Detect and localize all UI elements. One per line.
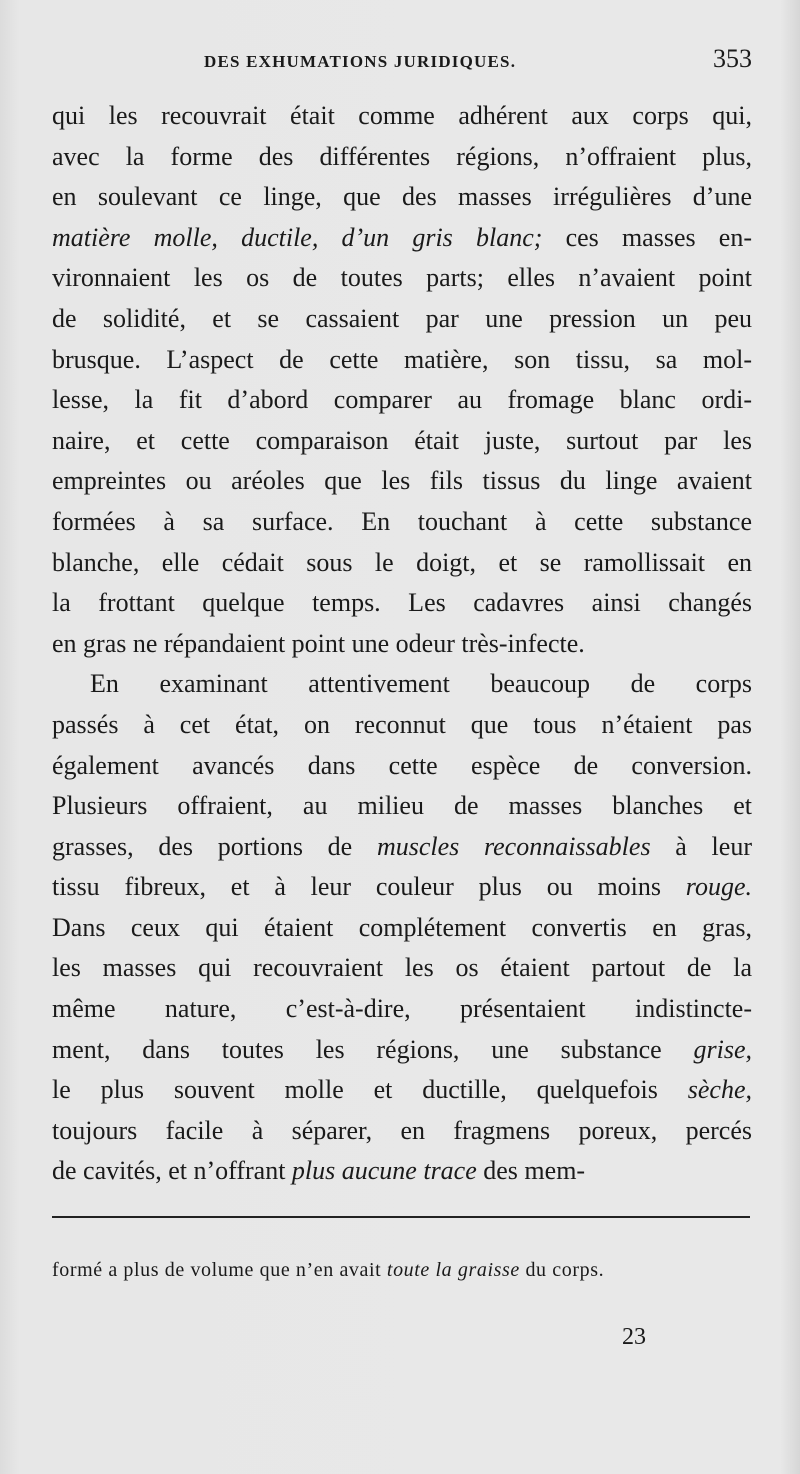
text-segment: formées à sa surface. En touchant à cette substance: [52, 506, 752, 536]
text-segment: de cavités, et n’offrant: [52, 1156, 292, 1186]
footnote-italic: toute la graisse: [386, 1259, 520, 1281]
text-line: [52, 421, 752, 462]
text-segment: empreintes ou aréoles que les fils tissus du linge avaient: [52, 466, 752, 496]
text-segment: Plusieurs offraient, au milieu de masses blanches et: [52, 791, 752, 821]
text-line: [52, 948, 752, 989]
text-segment: passés à cet état, on reconnut que tous n’étaient pas: [52, 709, 752, 739]
text-segment: les masses qui recouvraient les os étaient partout de la: [52, 953, 752, 983]
text-line: [52, 624, 752, 665]
text-line: [52, 664, 752, 705]
text-line: [52, 96, 752, 137]
text-segment: brusque. L’aspect de cette matière, son tissu, sa mol-: [52, 344, 752, 374]
footnote-rule: [52, 1216, 750, 1218]
text-segment: en soulevant ce linge, que des masses irrégulières d’une: [52, 182, 752, 212]
italic-text: muscles reconnaissables: [376, 831, 651, 861]
italic-text: matière molle, ductile, d’un gris blanc;: [52, 222, 543, 252]
text-segment: toujours facile à séparer, en fragmens poreux, percés: [52, 1115, 752, 1145]
text-line: [52, 1111, 752, 1152]
text-line: [52, 1070, 752, 1111]
text-segment: blanche, elle cédait sous le doigt, et se ramollissait en: [52, 547, 752, 577]
text-segment: Dans ceux qui étaient complétement convertis en gras,: [52, 912, 752, 942]
text-segment: la frottant quelque temps. Les cadavres ainsi changés: [52, 588, 752, 618]
page-number: 353: [713, 44, 752, 73]
italic-text: plus aucune trace: [291, 1156, 477, 1186]
text-line: [52, 705, 752, 746]
text-line: [52, 1151, 752, 1192]
text-segment: naire, et cette comparaison était juste, surtout par les: [52, 425, 752, 455]
page-header: [52, 44, 752, 82]
text-segment: de solidité, et se cassaient par une pression un peu: [52, 303, 752, 333]
text-line: [52, 258, 752, 299]
text-segment: ces masses en-: [542, 222, 752, 252]
text-segment: lesse, la fit d’abord comparer au fromage blanc ordi-: [52, 385, 752, 415]
text-segment: le plus souvent molle et ductille, quelquefois: [52, 1075, 688, 1105]
text-line: [52, 137, 752, 178]
text-segment: En examinant attentivement beaucoup de corps: [90, 669, 752, 699]
text-line: [52, 543, 752, 584]
text-segment: vironnaient les os de toutes parts; elles n’avaient point: [52, 263, 752, 293]
text-line: [52, 461, 752, 502]
text-segment: des mem-: [476, 1156, 586, 1186]
text-segment: tissu fibreux, et à leur couleur plus ou moins: [52, 872, 686, 902]
body-text: [52, 96, 752, 1192]
footnote: [52, 1254, 752, 1286]
text-line: [52, 867, 752, 908]
text-line: [52, 380, 752, 421]
italic-text: grise,: [693, 1034, 752, 1064]
text-line: [52, 746, 752, 787]
text-line: [52, 786, 752, 827]
text-segment: grasses, des portions de: [52, 831, 377, 861]
text-line: [52, 340, 752, 381]
text-line: [52, 218, 752, 259]
footnote-text: du corps.: [519, 1259, 605, 1281]
running-head: DES EXHUMATIONS JURIDIQUES.: [204, 52, 517, 71]
text-line: [52, 299, 752, 340]
text-line: [52, 908, 752, 949]
text-line: [52, 502, 752, 543]
text-line: [52, 177, 752, 218]
text-segment: à leur: [650, 831, 752, 861]
text-line: [52, 583, 752, 624]
text-segment: ment, dans toutes les régions, une substance: [52, 1034, 694, 1064]
text-segment: qui les recouvrait était comme adhérent aux corps qui,: [52, 101, 752, 130]
text-segment: en gras ne répandaient point une odeur très-infecte.: [52, 628, 585, 658]
italic-text: rouge.: [685, 872, 752, 902]
text-line: [52, 827, 752, 868]
text-line: [52, 1030, 752, 1071]
footnote-text: formé a plus de volume que n’en avait: [52, 1259, 387, 1281]
text-line: [52, 989, 752, 1030]
text-segment: même nature, c’est-à-dire, présentaient indistincte-: [52, 994, 752, 1024]
text-segment: avec la forme des différentes régions, n’offraient plus,: [52, 141, 752, 171]
text-segment: également avancés dans cette espèce de conversion.: [52, 750, 752, 780]
italic-text: sèche,: [687, 1075, 752, 1105]
signature-mark: 23: [622, 1324, 646, 1350]
